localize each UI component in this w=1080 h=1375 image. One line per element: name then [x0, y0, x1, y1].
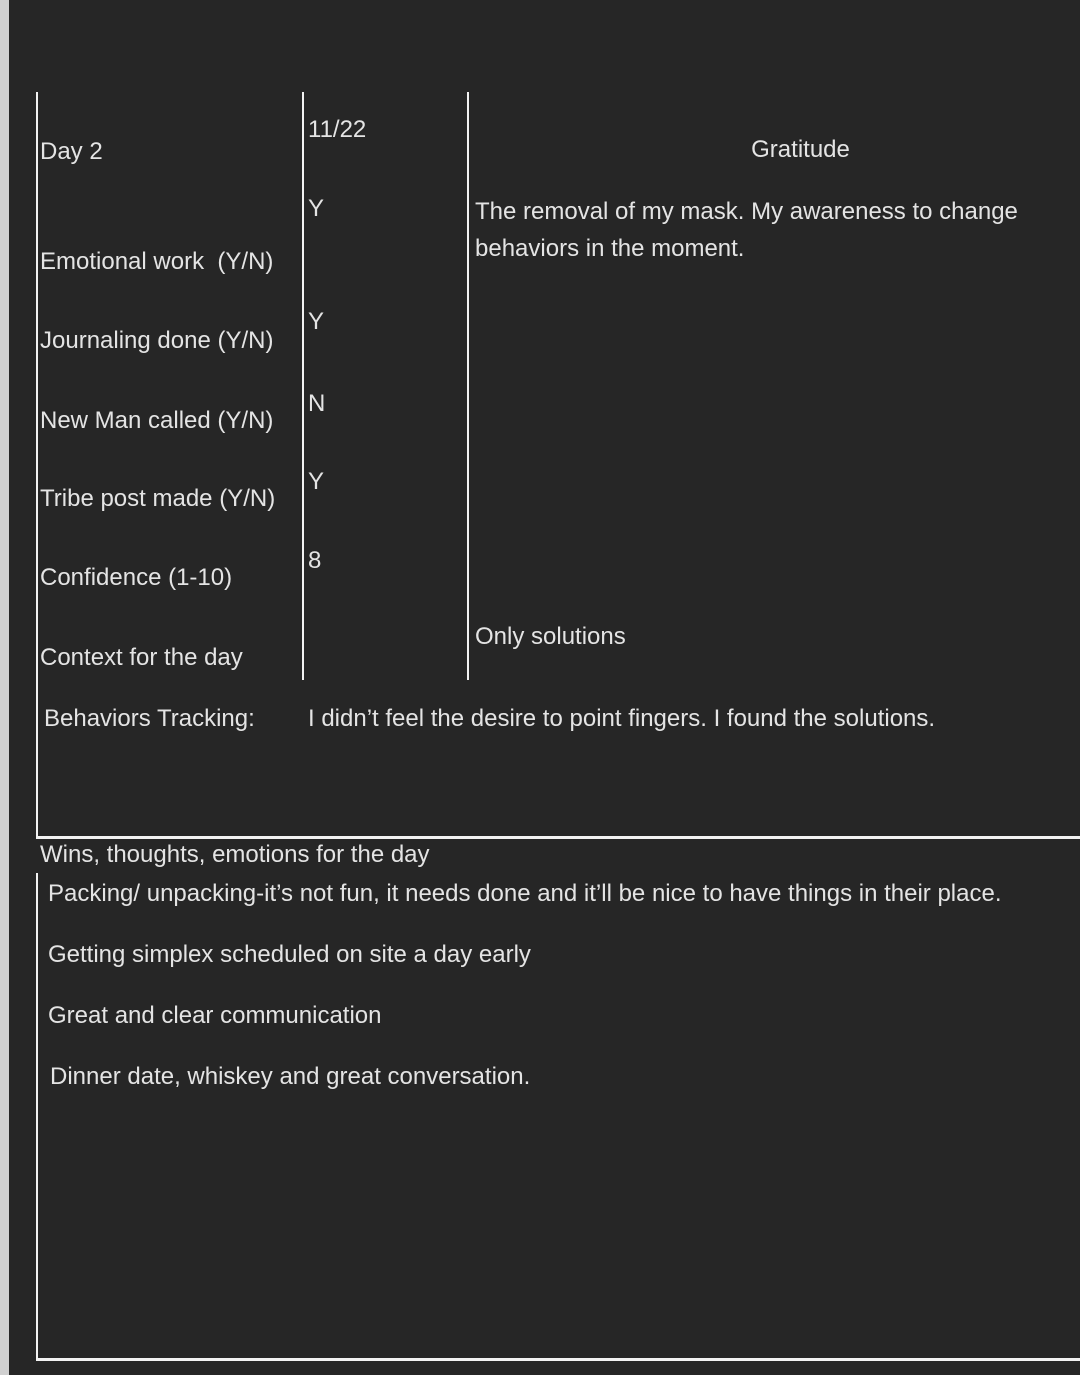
wins-border-bottom: [36, 1358, 1080, 1361]
wins-item-communication[interactable]: Great and clear communication: [48, 1002, 382, 1029]
wins-item-dinner[interactable]: Dinner date, whiskey and great conversation.: [50, 1063, 531, 1090]
value-newman[interactable]: N: [308, 390, 326, 417]
behaviors-value[interactable]: I didn’t feel the desire to point fingers. I found the solutions.: [308, 705, 936, 732]
value-journaling[interactable]: Y: [308, 308, 325, 335]
value-tribe[interactable]: Y: [308, 468, 325, 495]
value-confidence[interactable]: 8: [308, 547, 322, 574]
row-label-confidence: Confidence (1-10): [40, 564, 233, 591]
row-label-behaviors: Behaviors Tracking:: [44, 705, 255, 732]
row-label-tribe: Tribe post made (Y/N): [40, 485, 276, 512]
row-label-journaling: Journaling done (Y/N): [40, 327, 274, 354]
table-border-col2: [302, 92, 304, 680]
left-scrollbar[interactable]: [0, 0, 9, 1375]
date-cell[interactable]: 11/22: [308, 116, 367, 143]
row-label-context: Context for the day: [40, 644, 243, 671]
wins-item-packing[interactable]: Packing/ unpacking-it’s not fun, it needs done and it’ll be nice to have things in their place.: [48, 880, 1002, 907]
day-label: Day 2: [40, 138, 103, 165]
wins-header: Wins, thoughts, emotions for the day: [40, 841, 430, 868]
gratitude-header: Gratitude: [751, 136, 850, 163]
gratitude-text[interactable]: The removal of my mask. My awareness to change behaviors in the moment.: [475, 198, 1018, 262]
row-label-emotional: Emotional work (Y/N): [40, 248, 274, 275]
table-border-left: [36, 92, 38, 836]
table-border-col3: [467, 92, 469, 680]
value-emotional[interactable]: Y: [308, 195, 325, 222]
row-label-newman: New Man called (Y/N): [40, 407, 274, 434]
wins-border-left: [36, 873, 38, 1358]
wins-item-simplex[interactable]: Getting simplex scheduled on site a day early: [48, 941, 531, 968]
table-border-bottom: [36, 836, 1080, 839]
context-value[interactable]: Only solutions: [475, 623, 626, 650]
